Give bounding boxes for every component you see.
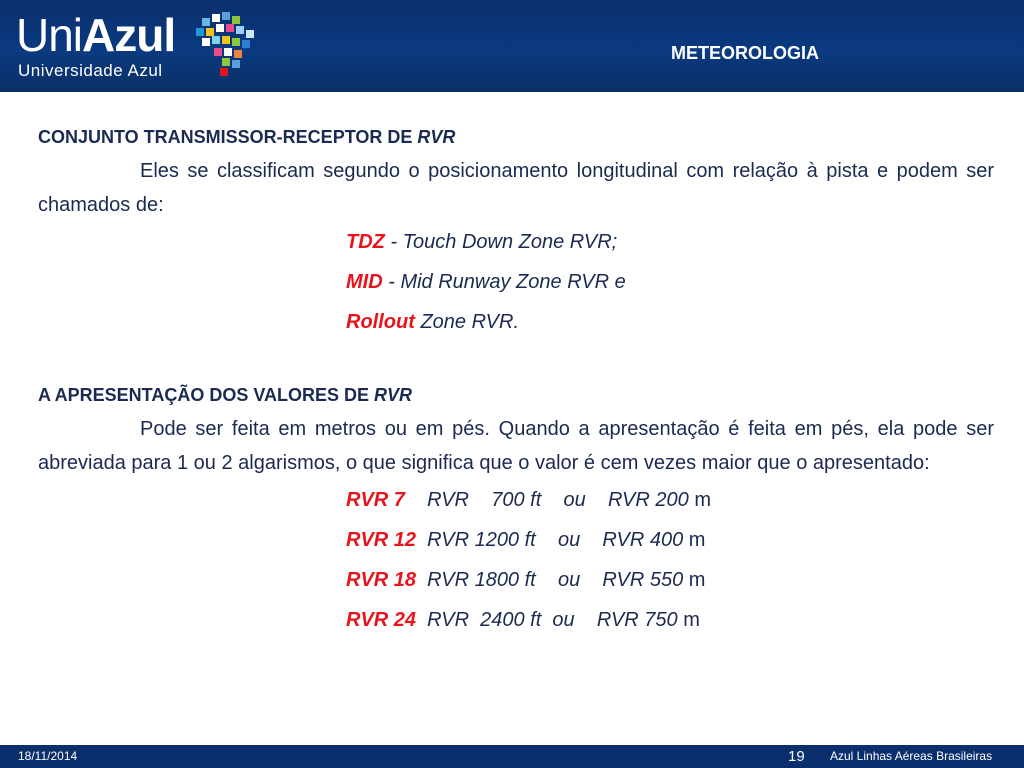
rvr-value-row (38, 520, 994, 560)
section1-paragraph-text: Eles se classificam segundo o posicionamento longitudinal com relação à pista e podem ser chamados de: (38, 160, 994, 216)
slide-title: METEOROLOGIA (671, 43, 819, 63)
section1-heading (38, 120, 994, 154)
rvr-value-unit: m (683, 529, 706, 551)
rvr-type-term: MID (346, 271, 383, 293)
rvr-value-unit: m (688, 489, 711, 511)
footer-company: Azul Linhas Aéreas Brasileiras (830, 749, 993, 763)
section2-heading-rvr: RVR (374, 385, 413, 405)
footer-date: 18/11/2014 (18, 749, 78, 763)
rvr-type-sep: - (384, 231, 403, 253)
logo-uni: Uni (16, 9, 83, 61)
rvr-value-code: RVR 18 (346, 569, 417, 591)
rvr-value-text: RVR 700 ft ou RVR 200 (404, 489, 689, 511)
section1-heading-rvr: RVR (417, 127, 456, 147)
logo-wordmark (16, 9, 176, 61)
section2-heading (38, 378, 994, 412)
rvr-type-term: Rollout (346, 311, 415, 333)
page-number: 19 (788, 748, 805, 765)
slide-content (38, 120, 994, 640)
header-bar (0, 0, 1024, 92)
rvr-value-row (38, 480, 994, 520)
brazil-map-icon (192, 10, 262, 80)
rvr-type-item (38, 222, 994, 262)
rvr-type-desc: Touch Down Zone RVR; (402, 231, 618, 253)
rvr-value-row (38, 600, 994, 640)
footer-bar (0, 745, 1024, 768)
section2-heading-text: A APRESENTAÇÃO DOS VALORES DE (38, 385, 375, 405)
logo-azul: Azul (82, 9, 176, 61)
rvr-type-desc: Mid Runway Zone RVR e (400, 271, 626, 293)
uniazul-logo (16, 10, 266, 82)
logo-subtitle: Universidade Azul (18, 61, 163, 80)
section2-paragraph-text: Pode ser feita em metros ou em pés. Quando a apresentação é feita em pés, ela pode ser abreviada para 1 ou 2 algarismos, o que significa que o valor é cem vezes maior que o apresentado: (38, 418, 994, 474)
rvr-value-row (38, 560, 994, 600)
rvr-type-term: TDZ (346, 231, 385, 253)
section2-paragraph (38, 412, 994, 480)
rvr-value-code: RVR 24 (346, 609, 417, 631)
rvr-value-code: RVR 12 (346, 529, 417, 551)
section1-heading-text: CONJUNTO TRANSMISSOR-RECEPTOR DE (38, 127, 418, 147)
rvr-value-unit: m (683, 569, 706, 591)
rvr-type-item (38, 262, 994, 302)
rvr-type-item (38, 302, 994, 342)
section1-paragraph (38, 154, 994, 222)
rvr-value-text: RVR 1200 ft ou RVR 400 (416, 529, 684, 551)
rvr-type-sep: - (382, 271, 401, 293)
rvr-value-unit: m (677, 609, 700, 631)
rvr-value-text: RVR 2400 ft ou RVR 750 (416, 609, 678, 631)
rvr-value-text: RVR 1800 ft ou RVR 550 (416, 569, 684, 591)
rvr-value-code: RVR 7 (346, 489, 405, 511)
section-gap (38, 342, 994, 378)
rvr-type-desc: Zone RVR. (420, 311, 520, 333)
